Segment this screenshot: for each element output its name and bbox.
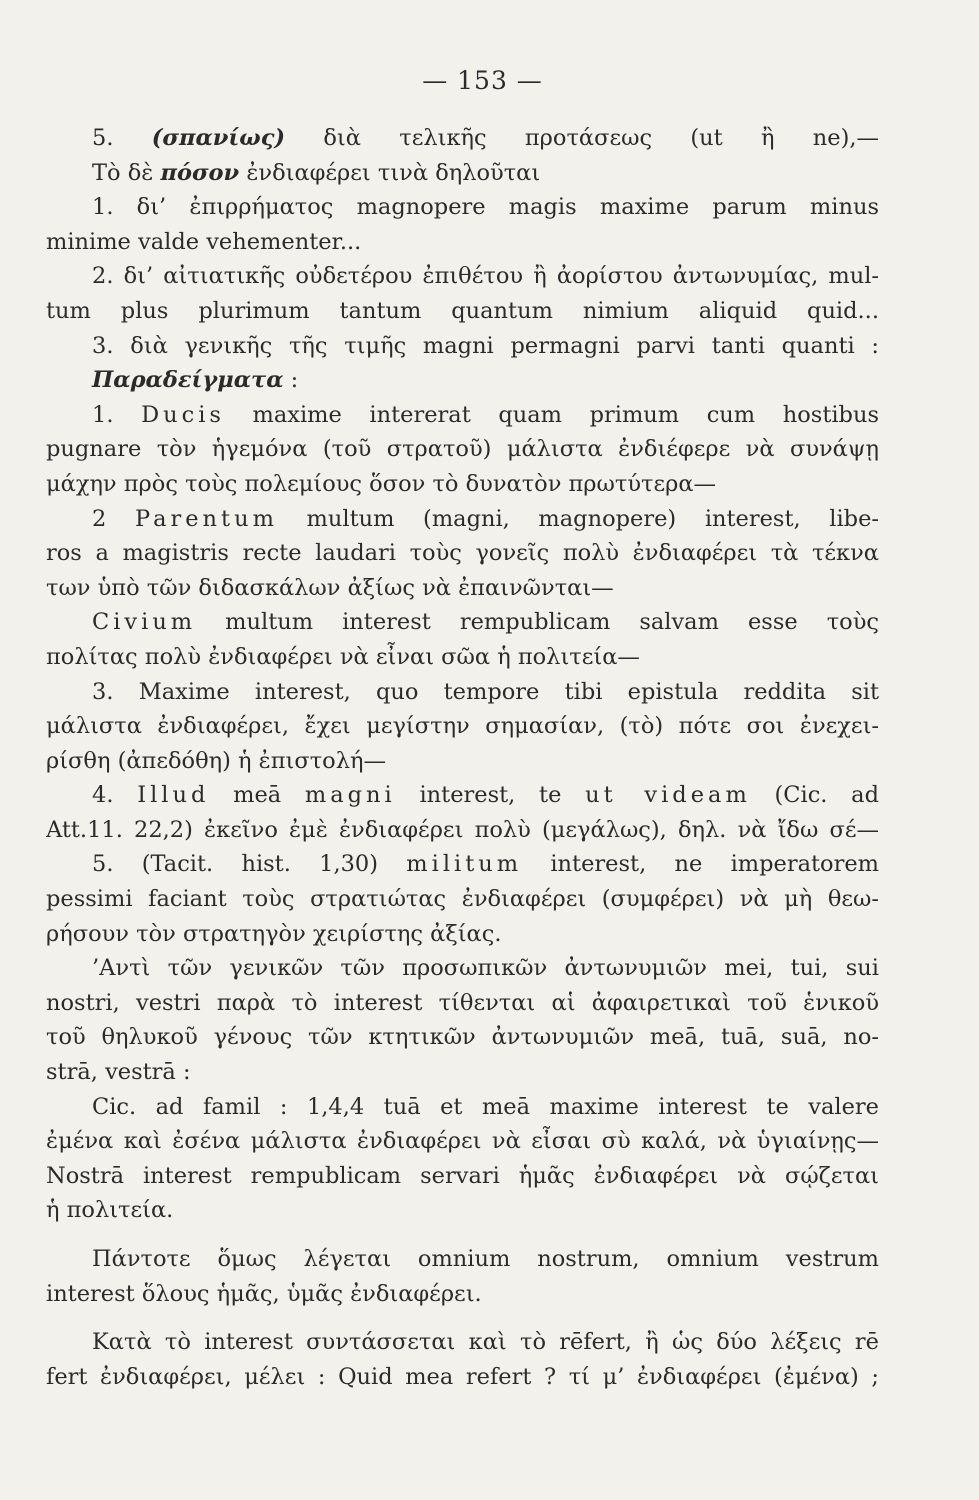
page-number: — 153 — bbox=[422, 66, 543, 95]
text-line: 2 Parentum multum (magni, magnopere) interest, libe- bbox=[92, 505, 879, 532]
text-line: ἡ πολιτεία. bbox=[46, 1197, 174, 1224]
text-line: 3. Maxime interest, quo tempore tibi epistula reddita sit bbox=[92, 678, 879, 705]
text-line: Τὸ δὲ πόσον ἐνδιαφέρει τινὰ δηλοῦται bbox=[92, 159, 541, 186]
text-line: tum plus plurimum tantum quantum nimium aliquid quid... bbox=[46, 297, 879, 324]
text-line: ρίσθη (ἀπεδόθη) ἡ ἐπιστολή— bbox=[46, 747, 386, 774]
text-line: strā, vestrā : bbox=[46, 1059, 191, 1086]
text-line: Nostrā interest rempublicam servari ἡμᾶς ἐνδιαφέρει νὰ σῴζεται bbox=[46, 1162, 879, 1189]
paragraph-gap bbox=[46, 1311, 879, 1325]
text-line: Att.11. 22,2) ἐκεῖνο ἐμὲ ἐνδιαφέρει πολὺ (μεγάλως), δηλ. νὰ ἴδω σέ— bbox=[46, 816, 879, 843]
text-line: πολίτας πολὺ ἐνδιαφέρει νὰ εἶναι σῶα ἡ πολιτεία— bbox=[46, 643, 640, 670]
text-line: nostri, vestri παρὰ τὸ interest τίθενται αἱ ἀφαιρετικαὶ τοῦ ἑνικοῦ bbox=[46, 989, 879, 1016]
text-line: Civium multum interest rempublicam salvam esse τοὺς bbox=[92, 609, 879, 636]
page-body bbox=[46, 121, 879, 1394]
text-line: ρήσουν τὸν στρατηγὸν χειρίστης ἀξίας. bbox=[46, 920, 502, 947]
text-line: pugnare τὸν ἡγεμόνα (τοῦ στρατοῦ) μάλιστα ἐνδιέφερε νὰ συνάψῃ bbox=[46, 436, 879, 463]
text-line: 2. δι’ αἰτιατικῆς οὐδετέρου ἐπιθέτου ἢ ἀορίστου ἀντωνυμίας, mul- bbox=[92, 263, 879, 290]
text-line: fert ἐνδιαφέρει, μέλει : Quid mea refert ? τί μ’ ἐνδιαφέρει (ἐμένα) ; bbox=[46, 1363, 879, 1390]
text-line: interest ὅλους ἡμᾶς, ὑμᾶς ἐνδιαφέρει. bbox=[46, 1280, 482, 1307]
text-line: Cic. ad famil : 1,4,4 tuā et meā maxime interest te valere bbox=[92, 1093, 879, 1120]
text-line: ἐμένα καὶ ἐσένα μάλιστα ἐνδιαφέρει νὰ εἶσαι σὺ καλά, νὰ ὑγιαίνῃς— bbox=[46, 1128, 879, 1155]
paragraph-gap bbox=[46, 1228, 879, 1242]
section-heading: Παραδείγματα : bbox=[92, 367, 299, 394]
text-line: ’Αντὶ τῶν γενικῶν τῶν προσωπικῶν ἀντωνυμιῶν mei, tui, sui bbox=[92, 955, 879, 982]
text-line: των ὑπὸ τῶν διδασκάλων ἀξίως νὰ ἐπαινῶνται— bbox=[46, 574, 614, 601]
text-line: 1. Ducis maxime intererat quam primum cum hostibus bbox=[92, 401, 879, 428]
text-line: 1. δι’ ἐπιρρήματος magnopere magis maxime parum minus bbox=[92, 194, 879, 221]
text-line: pessimi faciant τοὺς στρατιώτας ἐνδιαφέρει (συμφέρει) νὰ μὴ θεω- bbox=[46, 886, 879, 913]
text-line: minime valde vehementer... bbox=[46, 228, 362, 255]
text-line: 3. διὰ γενικῆς τῆς τιμῆς magni permagni parvi tanti quanti : bbox=[92, 332, 879, 359]
text-line: 5. (Tacit. hist. 1,30) militum interest, ne imperatorem bbox=[92, 851, 879, 878]
text-line: Πάντοτε ὅμως λέγεται omnium nostrum, omnium vestrum bbox=[92, 1246, 879, 1272]
text-line: 4. Illud meā magni interest, te ut videam (Cic. ad bbox=[92, 782, 879, 809]
text-line: Κατὰ τὸ interest συντάσσεται καὶ τὸ rēfert, ἢ ὡς δύο λέξεις rē bbox=[92, 1329, 879, 1356]
text-line: μάχην πρὸς τοὺς πολεμίους ὅσον τὸ δυνατὸν πρωτύτερα— bbox=[46, 470, 717, 497]
text-line: ros a magistris recte laudari τοὺς γονεῖς πολὺ ἐνδιαφέρει τὰ τέκνα bbox=[46, 540, 879, 567]
text-line: τοῦ θηλυκοῦ γένους τῶν κτητικῶν ἀντωνυμιῶν meā, tuā, suā, no- bbox=[46, 1024, 879, 1051]
text-line: μάλιστα ἐνδιαφέρει, ἔχει μεγίστην σημασίαν, (τὸ) πότε σοι ἐνεχει- bbox=[46, 713, 879, 740]
text-line: 5. (σπανίως) διὰ τελικῆς προτάσεως (ut ἢ ne),— bbox=[92, 125, 879, 151]
